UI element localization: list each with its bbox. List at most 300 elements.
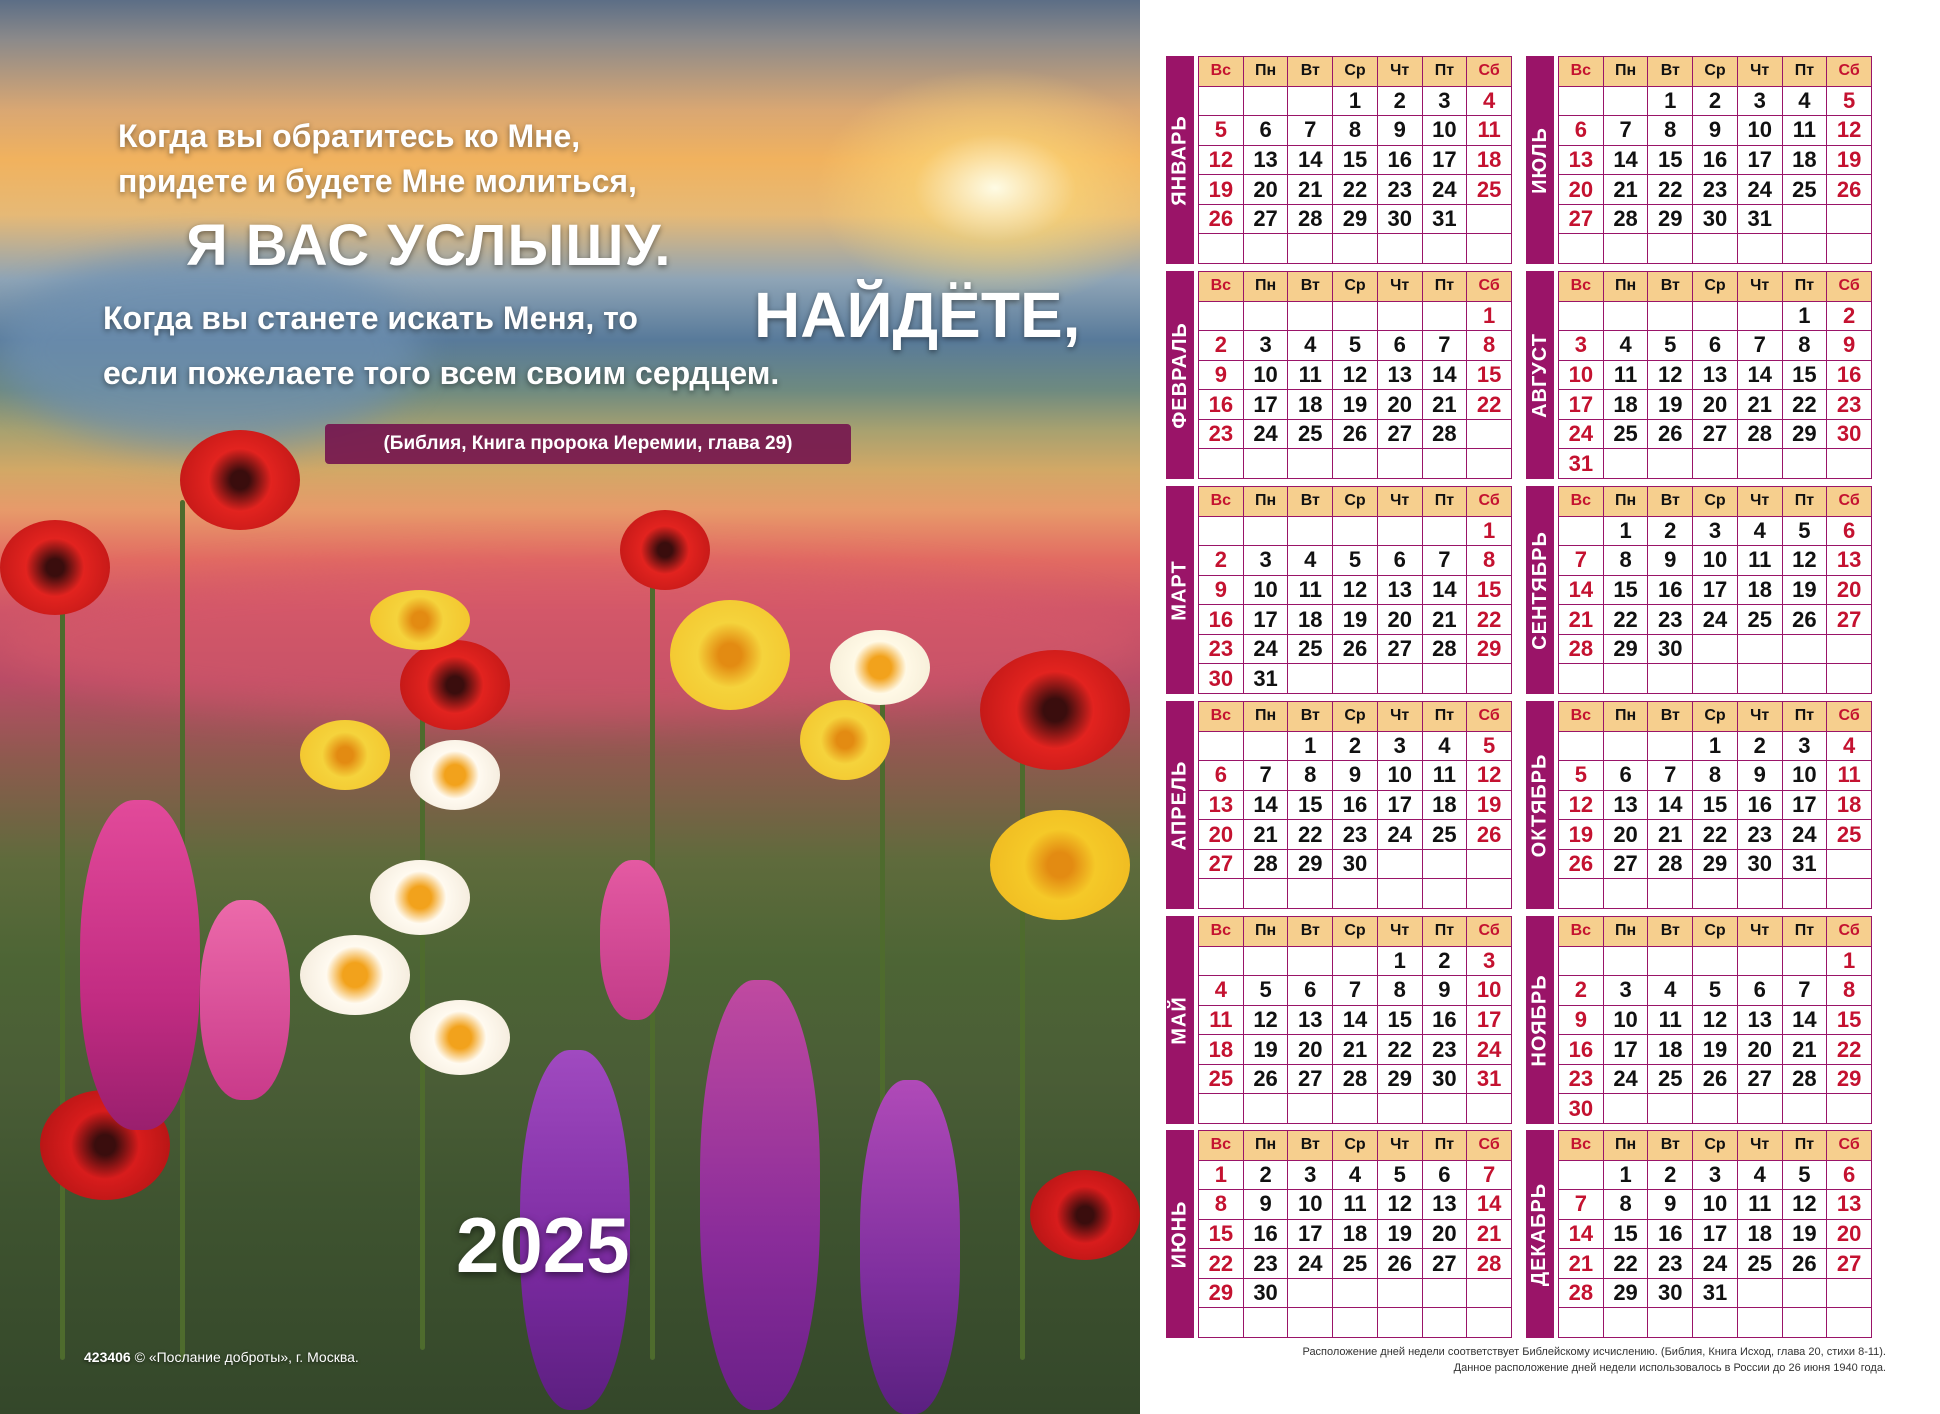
day-cell: 21 bbox=[1648, 820, 1693, 850]
day-cell: 17 bbox=[1244, 390, 1289, 420]
quote-reference: (Библия, Книга пророка Иеремии, глава 29) bbox=[325, 424, 851, 464]
weekday-header: Пн bbox=[1244, 272, 1289, 302]
stem bbox=[60, 580, 65, 1360]
day-cell: 11 bbox=[1199, 1006, 1244, 1036]
empty-cell bbox=[1288, 517, 1333, 547]
weekday-header: Сб bbox=[1827, 57, 1872, 87]
day-cell: 26 bbox=[1648, 420, 1693, 450]
month-march bbox=[1166, 486, 1512, 694]
empty-cell bbox=[1378, 234, 1423, 264]
day-cell: 20 bbox=[1827, 576, 1872, 606]
day-cell: 12 bbox=[1783, 546, 1828, 576]
empty-cell bbox=[1244, 87, 1289, 117]
month-september bbox=[1526, 486, 1872, 694]
day-cell: 17 bbox=[1423, 146, 1468, 176]
empty-cell bbox=[1244, 947, 1289, 977]
day-cell: 15 bbox=[1333, 146, 1378, 176]
empty-cell bbox=[1333, 234, 1378, 264]
day-cell: 13 bbox=[1827, 1190, 1872, 1220]
weekday-header: Вт bbox=[1288, 917, 1333, 947]
day-cell: 22 bbox=[1827, 1035, 1872, 1065]
empty-cell bbox=[1333, 1094, 1378, 1124]
empty-cell bbox=[1423, 1308, 1468, 1338]
yellow-flower bbox=[800, 700, 890, 780]
empty-cell bbox=[1693, 302, 1738, 332]
month-name: АПРЕЛЬ bbox=[1168, 760, 1191, 850]
day-cell: 2 bbox=[1199, 331, 1244, 361]
empty-cell bbox=[1738, 1094, 1783, 1124]
day-cell: 23 bbox=[1693, 175, 1738, 205]
month-grid bbox=[1558, 56, 1872, 264]
month-name: ОКТЯБРЬ bbox=[1528, 753, 1551, 857]
day-cell: 23 bbox=[1738, 820, 1783, 850]
month-february bbox=[1166, 271, 1512, 479]
empty-cell bbox=[1604, 87, 1649, 117]
day-cell: 2 bbox=[1378, 87, 1423, 117]
day-cell: 12 bbox=[1783, 1190, 1828, 1220]
day-cell: 9 bbox=[1244, 1190, 1289, 1220]
empty-cell bbox=[1827, 664, 1872, 694]
day-cell: 16 bbox=[1648, 1220, 1693, 1250]
weekday-header: Пт bbox=[1783, 702, 1828, 732]
weekday-header: Сб bbox=[1827, 487, 1872, 517]
empty-cell bbox=[1648, 664, 1693, 694]
day-cell: 16 bbox=[1199, 390, 1244, 420]
empty-cell bbox=[1738, 664, 1783, 694]
weekday-header: Чт bbox=[1738, 57, 1783, 87]
day-cell: 18 bbox=[1288, 605, 1333, 635]
day-cell: 30 bbox=[1827, 420, 1872, 450]
empty-cell bbox=[1423, 664, 1468, 694]
month-name: ИЮНЬ bbox=[1168, 1200, 1191, 1268]
day-cell: 31 bbox=[1244, 664, 1289, 694]
empty-cell bbox=[1559, 87, 1604, 117]
day-cell: 11 bbox=[1827, 761, 1872, 791]
footnote bbox=[1302, 1344, 1886, 1376]
weekday-header: Чт bbox=[1378, 272, 1423, 302]
day-cell: 5 bbox=[1648, 331, 1693, 361]
day-cell: 5 bbox=[1378, 1161, 1423, 1191]
day-cell: 24 bbox=[1467, 1035, 1512, 1065]
weekday-header: Вт bbox=[1648, 272, 1693, 302]
day-cell: 11 bbox=[1333, 1190, 1378, 1220]
empty-cell bbox=[1467, 449, 1512, 479]
empty-cell bbox=[1559, 1161, 1604, 1191]
weekday-header: Вс bbox=[1559, 487, 1604, 517]
day-cell: 23 bbox=[1827, 390, 1872, 420]
day-cell: 20 bbox=[1378, 605, 1423, 635]
day-cell: 2 bbox=[1827, 302, 1872, 332]
day-cell: 21 bbox=[1604, 175, 1649, 205]
day-cell: 5 bbox=[1244, 976, 1289, 1006]
empty-cell bbox=[1467, 1279, 1512, 1309]
day-cell: 24 bbox=[1244, 635, 1289, 665]
day-cell: 11 bbox=[1738, 546, 1783, 576]
empty-cell bbox=[1604, 302, 1649, 332]
day-cell: 16 bbox=[1244, 1220, 1289, 1250]
weekday-header: Вс bbox=[1199, 1131, 1244, 1161]
day-cell: 3 bbox=[1288, 1161, 1333, 1191]
poppy bbox=[980, 650, 1130, 770]
weekday-header: Ср bbox=[1693, 1131, 1738, 1161]
month-name-bar bbox=[1526, 486, 1554, 694]
poppy bbox=[1030, 1170, 1140, 1260]
empty-cell bbox=[1288, 1308, 1333, 1338]
empty-cell bbox=[1827, 205, 1872, 235]
purple-flower-spike bbox=[700, 980, 820, 1410]
weekday-header: Сб bbox=[1467, 1131, 1512, 1161]
empty-cell bbox=[1333, 664, 1378, 694]
empty-cell bbox=[1333, 302, 1378, 332]
weekday-header: Пт bbox=[1783, 1131, 1828, 1161]
weekday-header: Чт bbox=[1738, 487, 1783, 517]
day-cell: 18 bbox=[1199, 1035, 1244, 1065]
empty-cell bbox=[1378, 1094, 1423, 1124]
empty-cell bbox=[1738, 302, 1783, 332]
day-cell: 9 bbox=[1199, 361, 1244, 391]
day-cell: 7 bbox=[1648, 761, 1693, 791]
empty-cell bbox=[1738, 947, 1783, 977]
day-cell: 3 bbox=[1693, 517, 1738, 547]
day-cell: 20 bbox=[1604, 820, 1649, 850]
day-cell: 19 bbox=[1467, 791, 1512, 821]
day-cell: 14 bbox=[1559, 576, 1604, 606]
day-cell: 29 bbox=[1199, 1279, 1244, 1309]
month-grid bbox=[1558, 916, 1872, 1124]
day-cell: 10 bbox=[1738, 116, 1783, 146]
weekday-header: Чт bbox=[1378, 702, 1423, 732]
weekday-header: Чт bbox=[1378, 917, 1423, 947]
weekday-header: Пн bbox=[1604, 57, 1649, 87]
empty-cell bbox=[1199, 302, 1244, 332]
weekday-header: Вт bbox=[1288, 1131, 1333, 1161]
poppy bbox=[0, 520, 110, 615]
empty-cell bbox=[1827, 1094, 1872, 1124]
day-cell: 18 bbox=[1827, 791, 1872, 821]
empty-cell bbox=[1288, 302, 1333, 332]
day-cell: 29 bbox=[1288, 850, 1333, 880]
purple-flower-spike bbox=[860, 1080, 960, 1414]
weekday-header: Пт bbox=[1423, 917, 1468, 947]
imprint-code: 423406 bbox=[84, 1349, 131, 1365]
empty-cell bbox=[1378, 302, 1423, 332]
day-cell: 13 bbox=[1378, 576, 1423, 606]
weekday-header: Пт bbox=[1423, 487, 1468, 517]
day-cell: 18 bbox=[1423, 791, 1468, 821]
empty-cell bbox=[1423, 449, 1468, 479]
day-cell: 29 bbox=[1378, 1065, 1423, 1095]
day-cell: 18 bbox=[1783, 146, 1828, 176]
day-cell: 31 bbox=[1738, 205, 1783, 235]
day-cell: 19 bbox=[1693, 1035, 1738, 1065]
sky-haze bbox=[0, 250, 420, 450]
day-cell: 22 bbox=[1378, 1035, 1423, 1065]
day-cell: 30 bbox=[1648, 1279, 1693, 1309]
day-cell: 19 bbox=[1783, 1220, 1828, 1250]
day-cell: 24 bbox=[1559, 420, 1604, 450]
day-cell: 19 bbox=[1783, 576, 1828, 606]
day-cell: 31 bbox=[1423, 205, 1468, 235]
day-cell: 13 bbox=[1244, 146, 1289, 176]
empty-cell bbox=[1378, 1279, 1423, 1309]
month-name-bar bbox=[1166, 916, 1194, 1124]
day-cell: 1 bbox=[1693, 732, 1738, 762]
month-name-bar bbox=[1166, 1130, 1194, 1338]
empty-cell bbox=[1288, 87, 1333, 117]
empty-cell bbox=[1648, 302, 1693, 332]
empty-cell bbox=[1333, 517, 1378, 547]
day-cell: 9 bbox=[1423, 976, 1468, 1006]
empty-cell bbox=[1693, 635, 1738, 665]
day-cell: 26 bbox=[1783, 1249, 1828, 1279]
empty-cell bbox=[1559, 302, 1604, 332]
day-cell: 23 bbox=[1423, 1035, 1468, 1065]
empty-cell bbox=[1244, 879, 1289, 909]
day-cell: 2 bbox=[1199, 546, 1244, 576]
month-name: МАЙ bbox=[1168, 995, 1191, 1045]
empty-cell bbox=[1783, 664, 1828, 694]
day-cell: 6 bbox=[1604, 761, 1649, 791]
day-cell: 24 bbox=[1378, 820, 1423, 850]
empty-cell bbox=[1648, 1308, 1693, 1338]
weekday-header: Вс bbox=[1559, 57, 1604, 87]
day-cell: 7 bbox=[1604, 116, 1649, 146]
day-cell: 11 bbox=[1467, 116, 1512, 146]
day-cell: 1 bbox=[1199, 1161, 1244, 1191]
month-october bbox=[1526, 701, 1872, 909]
day-cell: 6 bbox=[1378, 331, 1423, 361]
day-cell: 10 bbox=[1604, 1006, 1649, 1036]
day-cell: 8 bbox=[1648, 116, 1693, 146]
empty-cell bbox=[1244, 1308, 1289, 1338]
month-name: АВГУСТ bbox=[1528, 332, 1551, 418]
day-cell: 11 bbox=[1783, 116, 1828, 146]
empty-cell bbox=[1604, 732, 1649, 762]
day-cell: 22 bbox=[1604, 1249, 1649, 1279]
day-cell: 13 bbox=[1378, 361, 1423, 391]
day-cell: 27 bbox=[1738, 1065, 1783, 1095]
day-cell: 18 bbox=[1738, 576, 1783, 606]
day-cell: 20 bbox=[1693, 390, 1738, 420]
empty-cell bbox=[1827, 1308, 1872, 1338]
day-cell: 29 bbox=[1648, 205, 1693, 235]
day-cell: 22 bbox=[1693, 820, 1738, 850]
day-cell: 9 bbox=[1199, 576, 1244, 606]
day-cell: 10 bbox=[1693, 1190, 1738, 1220]
day-cell: 24 bbox=[1693, 605, 1738, 635]
empty-cell bbox=[1423, 879, 1468, 909]
weekday-header: Вт bbox=[1288, 272, 1333, 302]
day-cell: 26 bbox=[1378, 1249, 1423, 1279]
day-cell: 2 bbox=[1244, 1161, 1289, 1191]
month-name: НОЯБРЬ bbox=[1528, 973, 1551, 1067]
empty-cell bbox=[1467, 234, 1512, 264]
month-grid bbox=[1198, 271, 1512, 479]
month-grid bbox=[1198, 916, 1512, 1124]
day-cell: 21 bbox=[1783, 1035, 1828, 1065]
imprint-text: © «Послание доброты», г. Москва. bbox=[134, 1349, 359, 1365]
day-cell: 3 bbox=[1378, 732, 1423, 762]
empty-cell bbox=[1199, 1308, 1244, 1338]
day-cell: 27 bbox=[1244, 205, 1289, 235]
day-cell: 12 bbox=[1378, 1190, 1423, 1220]
day-cell: 29 bbox=[1783, 420, 1828, 450]
day-cell: 27 bbox=[1378, 635, 1423, 665]
empty-cell bbox=[1738, 1308, 1783, 1338]
day-cell: 3 bbox=[1604, 976, 1649, 1006]
empty-cell bbox=[1783, 947, 1828, 977]
weekday-header: Ср bbox=[1693, 272, 1738, 302]
day-cell: 15 bbox=[1288, 791, 1333, 821]
day-cell: 1 bbox=[1827, 947, 1872, 977]
empty-cell bbox=[1378, 879, 1423, 909]
day-cell: 29 bbox=[1333, 205, 1378, 235]
empty-cell bbox=[1423, 517, 1468, 547]
calendar-year: 2025 bbox=[456, 1201, 630, 1289]
white-flower bbox=[300, 935, 410, 1015]
day-cell: 8 bbox=[1378, 976, 1423, 1006]
day-cell: 31 bbox=[1783, 850, 1828, 880]
day-cell: 10 bbox=[1244, 361, 1289, 391]
day-cell: 5 bbox=[1559, 761, 1604, 791]
day-cell: 22 bbox=[1783, 390, 1828, 420]
day-cell: 14 bbox=[1423, 576, 1468, 606]
empty-cell bbox=[1423, 234, 1468, 264]
empty-cell bbox=[1693, 1308, 1738, 1338]
day-cell: 10 bbox=[1559, 361, 1604, 391]
day-cell: 8 bbox=[1693, 761, 1738, 791]
day-cell: 19 bbox=[1648, 390, 1693, 420]
day-cell: 19 bbox=[1378, 1220, 1423, 1250]
weekday-header: Вс bbox=[1199, 487, 1244, 517]
weekday-header: Вт bbox=[1648, 917, 1693, 947]
day-cell: 22 bbox=[1288, 820, 1333, 850]
empty-cell bbox=[1738, 1279, 1783, 1309]
day-cell: 13 bbox=[1604, 791, 1649, 821]
white-flower bbox=[830, 630, 930, 705]
day-cell: 27 bbox=[1378, 420, 1423, 450]
day-cell: 25 bbox=[1288, 420, 1333, 450]
weekday-header: Сб bbox=[1467, 917, 1512, 947]
day-cell: 20 bbox=[1827, 1220, 1872, 1250]
weekday-header: Сб bbox=[1827, 702, 1872, 732]
weekday-header: Вт bbox=[1648, 57, 1693, 87]
day-cell: 23 bbox=[1199, 635, 1244, 665]
day-cell: 22 bbox=[1467, 605, 1512, 635]
day-cell: 8 bbox=[1199, 1190, 1244, 1220]
day-cell: 9 bbox=[1827, 331, 1872, 361]
empty-cell bbox=[1648, 234, 1693, 264]
day-cell: 21 bbox=[1738, 390, 1783, 420]
day-cell: 3 bbox=[1244, 331, 1289, 361]
day-cell: 30 bbox=[1738, 850, 1783, 880]
day-cell: 15 bbox=[1604, 576, 1649, 606]
day-cell: 3 bbox=[1693, 1161, 1738, 1191]
empty-cell bbox=[1423, 1094, 1468, 1124]
day-cell: 21 bbox=[1423, 390, 1468, 420]
weekday-header: Пт bbox=[1423, 1131, 1468, 1161]
day-cell: 29 bbox=[1827, 1065, 1872, 1095]
day-cell: 23 bbox=[1378, 175, 1423, 205]
empty-cell bbox=[1467, 850, 1512, 880]
day-cell: 24 bbox=[1423, 175, 1468, 205]
day-cell: 23 bbox=[1244, 1249, 1289, 1279]
day-cell: 21 bbox=[1559, 1249, 1604, 1279]
empty-cell bbox=[1604, 1094, 1649, 1124]
day-cell: 22 bbox=[1333, 175, 1378, 205]
day-cell: 19 bbox=[1333, 390, 1378, 420]
day-cell: 27 bbox=[1693, 420, 1738, 450]
empty-cell bbox=[1288, 664, 1333, 694]
day-cell: 5 bbox=[1333, 546, 1378, 576]
day-cell: 14 bbox=[1244, 791, 1289, 821]
month-january bbox=[1166, 56, 1512, 264]
month-june bbox=[1166, 1130, 1512, 1338]
day-cell: 9 bbox=[1378, 116, 1423, 146]
day-cell: 5 bbox=[1333, 331, 1378, 361]
day-cell: 15 bbox=[1604, 1220, 1649, 1250]
month-grid bbox=[1558, 271, 1872, 479]
empty-cell bbox=[1199, 947, 1244, 977]
day-cell: 22 bbox=[1199, 1249, 1244, 1279]
footnote-line-2: Данное расположение дней недели использовалось в России до 26 июня 1940 года. bbox=[1453, 1362, 1886, 1374]
weekday-header: Вс bbox=[1199, 917, 1244, 947]
month-name-bar bbox=[1166, 56, 1194, 264]
day-cell: 13 bbox=[1288, 1006, 1333, 1036]
day-cell: 17 bbox=[1559, 390, 1604, 420]
weekday-header: Вт bbox=[1648, 1131, 1693, 1161]
weekday-header: Пн bbox=[1244, 917, 1289, 947]
day-cell: 14 bbox=[1648, 791, 1693, 821]
day-cell: 21 bbox=[1288, 175, 1333, 205]
empty-cell bbox=[1244, 449, 1289, 479]
day-cell: 9 bbox=[1693, 116, 1738, 146]
pink-flower-spike bbox=[600, 860, 670, 1020]
day-cell: 12 bbox=[1693, 1006, 1738, 1036]
day-cell: 26 bbox=[1827, 175, 1872, 205]
day-cell: 10 bbox=[1783, 761, 1828, 791]
day-cell: 13 bbox=[1559, 146, 1604, 176]
day-cell: 28 bbox=[1604, 205, 1649, 235]
empty-cell bbox=[1693, 879, 1738, 909]
day-cell: 18 bbox=[1604, 390, 1649, 420]
weekday-header: Пн bbox=[1604, 272, 1649, 302]
weekday-header: Пн bbox=[1604, 1131, 1649, 1161]
empty-cell bbox=[1693, 1094, 1738, 1124]
empty-cell bbox=[1783, 234, 1828, 264]
day-cell: 27 bbox=[1423, 1249, 1468, 1279]
empty-cell bbox=[1199, 517, 1244, 547]
day-cell: 19 bbox=[1827, 146, 1872, 176]
weekday-header: Пт bbox=[1423, 272, 1468, 302]
day-cell: 3 bbox=[1738, 87, 1783, 117]
day-cell: 20 bbox=[1738, 1035, 1783, 1065]
day-cell: 7 bbox=[1559, 546, 1604, 576]
day-cell: 16 bbox=[1693, 146, 1738, 176]
day-cell: 8 bbox=[1604, 546, 1649, 576]
day-cell: 28 bbox=[1288, 205, 1333, 235]
weekday-header: Вт bbox=[1648, 487, 1693, 517]
day-cell: 24 bbox=[1604, 1065, 1649, 1095]
day-cell: 26 bbox=[1199, 205, 1244, 235]
weekday-header: Ср bbox=[1693, 702, 1738, 732]
day-cell: 4 bbox=[1604, 331, 1649, 361]
empty-cell bbox=[1378, 850, 1423, 880]
weekday-header: Пн bbox=[1244, 487, 1289, 517]
day-cell: 20 bbox=[1423, 1220, 1468, 1250]
empty-cell bbox=[1244, 1094, 1289, 1124]
day-cell: 21 bbox=[1423, 605, 1468, 635]
